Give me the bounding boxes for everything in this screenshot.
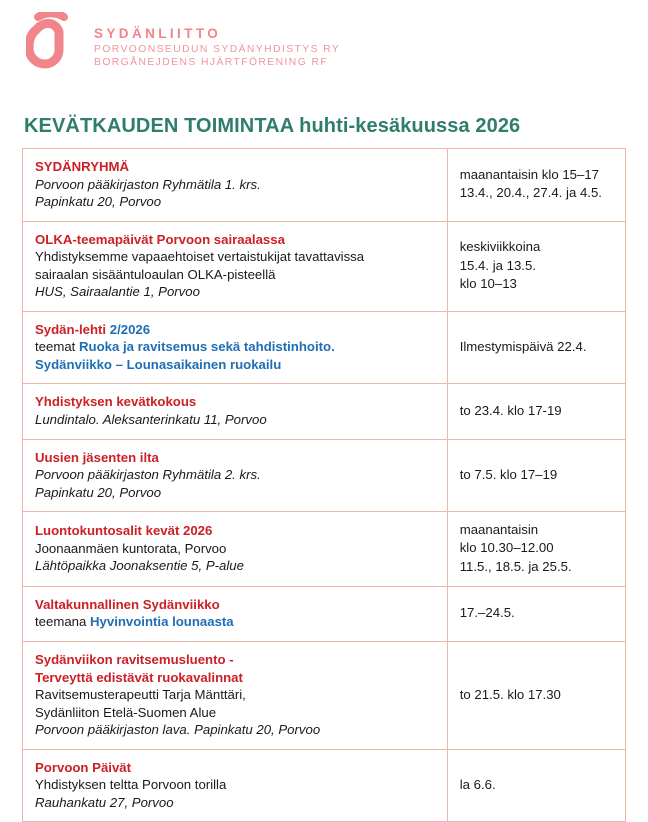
event-detail-line: HUS, Sairaalantie 1, Porvoo <box>35 284 200 300</box>
schedule-cell <box>447 512 625 587</box>
event-title: Valtakunnallinen Sydänviikko <box>35 596 220 612</box>
schedule-line: 17.–24.5. <box>459 605 515 621</box>
table-row <box>23 439 626 512</box>
table-row <box>23 749 626 822</box>
event-title: Sydänviikon ravitsemusluento - <box>35 651 234 667</box>
schedule-cell <box>447 586 625 641</box>
logo-subtitle-fi: PORVOONSEUDUN SYDÄNYHDISTYS RY <box>94 43 341 55</box>
event-title-segment: Sydän-lehti <box>35 321 110 337</box>
event-detail-line: sairaalan sisääntuloaulan OLKA-pisteellä <box>35 266 276 282</box>
logo-wordmark <box>94 12 340 70</box>
event-title: Porvoon Päivät <box>35 759 132 775</box>
logo-title: SYDÄNLIITTO <box>94 26 222 41</box>
table-row <box>23 586 626 641</box>
schedule-line: 15.4. ja 13.5. <box>459 257 536 273</box>
schedule-line: maanantaisin <box>459 522 539 538</box>
event-cell <box>23 586 448 641</box>
event-detail-line: Papinkatu 20, Porvoo <box>35 194 162 210</box>
page-title-period: huhti-kesäkuussa 2026 <box>299 115 521 137</box>
event-detail-line: Ravitsemusterapeutti Tarja Mänttäri, <box>35 687 246 703</box>
event-detail-segment: Sydänviikko – Lounasaikainen ruokailu <box>35 356 282 372</box>
table-row <box>23 512 626 587</box>
event-cell <box>23 512 448 587</box>
event-detail-line: Yhdistyksen teltta Porvoon torilla <box>35 777 227 793</box>
event-detail-line: Sydänliiton Etelä-Suomen Alue <box>35 704 217 720</box>
spring-schedule-table <box>22 148 626 822</box>
schedule-cell <box>447 749 625 822</box>
event-title <box>35 321 437 339</box>
event-title: Yhdistyksen kevätkokous <box>35 394 197 410</box>
schedule-cell <box>447 439 625 512</box>
table-row <box>23 384 626 439</box>
schedule-cell <box>447 149 625 222</box>
event-cell <box>23 221 448 311</box>
event-detail-line: Joonaanmäen kuntorata, Porvoo <box>35 540 227 556</box>
schedule-table-body <box>23 149 626 822</box>
event-cell <box>23 641 448 749</box>
event-title: SYDÄNRYHMÄ <box>35 159 130 174</box>
schedule-cell <box>447 384 625 439</box>
schedule-line: klo 10.30–12.00 <box>459 540 554 556</box>
event-detail-line: Lähtöpaikka Joonaksentie 5, P-alue <box>35 558 244 574</box>
event-cell <box>23 149 448 222</box>
schedule-cell <box>447 311 625 384</box>
event-detail-segment: Hyvinvointia lounaasta <box>90 614 234 630</box>
event-cell <box>23 749 448 822</box>
schedule-line: 13.4., 20.4., 27.4. ja 4.5. <box>459 185 602 201</box>
event-detail-line: Yhdistyksemme vapaaehtoiset vertaistukijat tavattavissa <box>35 249 365 265</box>
event-detail-line: Porvoon pääkirjaston Ryhmätila 2. krs. <box>35 467 261 483</box>
page-title-uppercase: KEVÄTKAUDEN TOIMINTAA <box>24 115 300 137</box>
schedule-line: keskiviikkoina <box>459 239 541 255</box>
event-detail-line: Rauhankatu 27, Porvoo <box>35 794 174 810</box>
event-detail-line <box>35 338 437 356</box>
event-title: Uusien jäsenten ilta <box>35 449 159 465</box>
event-title: Luontokuntosalit kevät 2026 <box>35 523 213 539</box>
event-title-segment: 2/2026 <box>109 321 151 337</box>
schedule-line: maanantaisin klo 15–17 <box>459 167 600 183</box>
table-row <box>23 221 626 311</box>
schedule-line: Ilmestymispäivä 22.4. <box>459 339 587 355</box>
schedule-cell <box>447 221 625 311</box>
event-detail-line: Papinkatu 20, Porvoo <box>35 484 162 500</box>
schedule-line: to 23.4. klo 17-19 <box>459 402 562 418</box>
schedule-line: la 6.6. <box>459 776 496 792</box>
event-title: Terveyttä edistävät ruokavalinnat <box>35 669 243 685</box>
event-detail-line <box>35 613 437 631</box>
logo-subtitle-sv: BORGÅNEJDENS HJÄRTFÖRENING RF <box>94 57 329 69</box>
event-detail-segment: teemat <box>35 339 79 355</box>
event-detail-line <box>35 356 437 374</box>
event-cell <box>23 384 448 439</box>
event-cell <box>23 439 448 512</box>
table-row <box>23 149 626 222</box>
event-cell <box>23 311 448 384</box>
schedule-line: 11.5., 18.5. ja 25.5. <box>459 558 572 574</box>
event-detail-line: Porvoon pääkirjaston Ryhmätila 1. krs. <box>35 176 261 192</box>
schedule-line: to 7.5. klo 17–19 <box>459 466 558 482</box>
event-detail-line: Porvoon pääkirjaston lava. Papinkatu 20, Porvoo <box>35 722 321 738</box>
event-detail-segment: teemana <box>35 614 90 630</box>
schedule-cell <box>447 641 625 749</box>
event-detail-segment: Ruoka ja ravitsemus sekä tahdistinhoito. <box>78 339 335 355</box>
table-row <box>23 641 626 749</box>
event-detail-line: Lundintalo. Aleksanterinkatu 11, Porvoo <box>35 412 267 428</box>
organization-logo-header <box>26 12 340 74</box>
event-title: OLKA-teemapäivät Porvoon sairaalassa <box>35 231 285 247</box>
heart-logo-icon <box>26 12 82 74</box>
table-row <box>23 311 626 384</box>
schedule-line: klo 10–13 <box>459 275 517 291</box>
page-title <box>24 115 520 138</box>
schedule-line: to 21.5. klo 17.30 <box>459 686 561 702</box>
